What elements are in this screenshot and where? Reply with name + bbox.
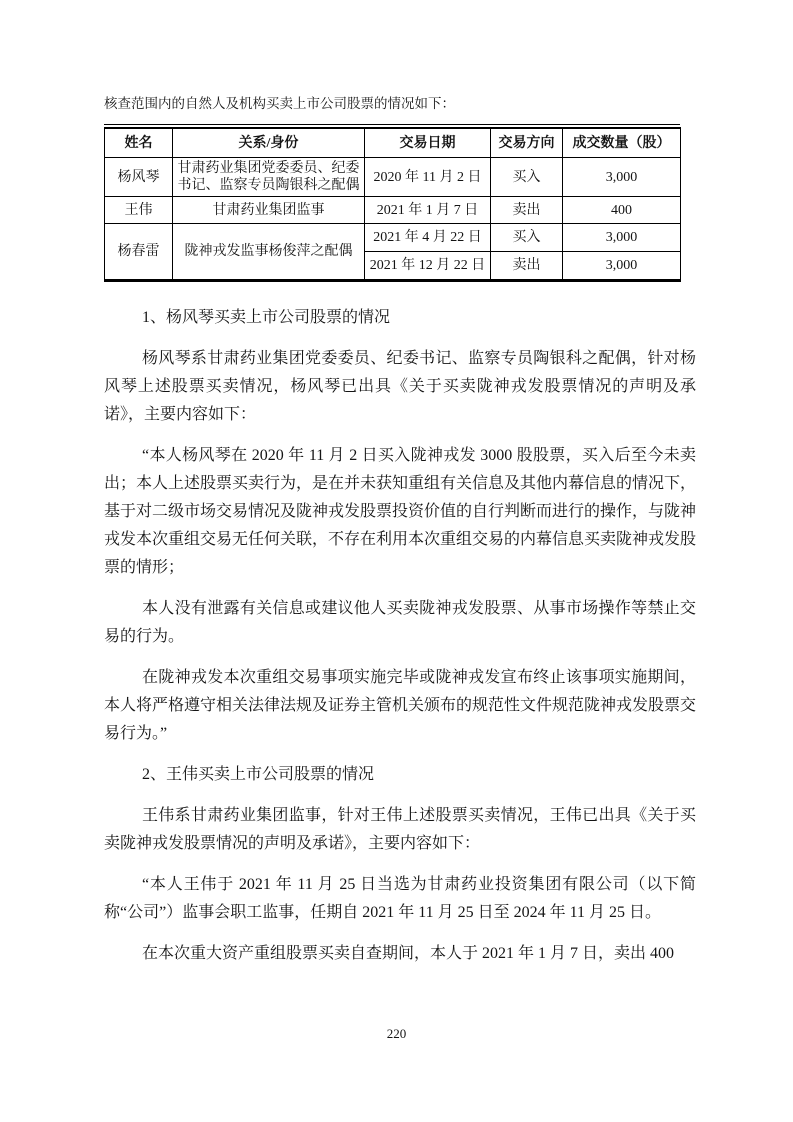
cell-name: 王伟	[105, 197, 173, 224]
cell-trade-direction: 买入	[491, 224, 563, 252]
cell-trade-date: 2021 年 1 月 7 日	[365, 197, 491, 224]
table-body	[105, 158, 681, 281]
header-name: 姓名	[105, 128, 173, 158]
cell-trade-date: 2021 年 12 月 22 日	[365, 252, 491, 281]
paragraph: 在本次重大资产重组股票买卖自查期间，本人于 2021 年 1 月 7 日，卖出 400	[142, 945, 675, 962]
section-yang-fengqin	[104, 304, 696, 748]
cell-name: 杨春雷	[105, 224, 173, 281]
section-heading: 1、杨风琴买卖上市公司股票的情况	[142, 309, 391, 326]
header-trade-direction: 交易方向	[491, 128, 563, 158]
section-heading: 2、王伟买卖上市公司股票的情况	[142, 766, 375, 783]
paragraph: 王伟系甘肃药业集团监事，针对王伟上述股票买卖情况，王伟已出具《关于买卖陇神戎发股票情况的声明及承诺》，主要内容如下：	[104, 807, 696, 852]
table-row	[105, 197, 681, 224]
paragraph: 杨风琴系甘肃药业集团党委委员、纪委书记、监察专员陶银科之配偶，针对杨风琴上述股票买卖情况，杨风琴已出具《关于买卖陇神戎发股票情况的声明及承诺》，主要内容如下：	[104, 350, 696, 423]
table-header	[105, 128, 681, 158]
paragraph: “本人杨风琴在 2020 年 11 月 2 日买入陇神戎发 3000 股股票，买入后至今未卖出；本人上述股票买卖行为，是在并未获知重组有关信息及其他内幕信息的情况下，基于对二级市场交易情况及陇神戎发股票投资价值的自行判断而进行的操作，与陇神戎发本次重组交易无任何关联，不存在利用本次重组交易的内幕信息买卖陇神戎发股票的情形；	[104, 447, 697, 576]
paragraph: 本人没有泄露有关信息或建议他人买卖陇神戎发股票、从事市场操作等禁止交易的行为。	[104, 600, 696, 645]
cell-quantity: 3,000	[563, 224, 681, 252]
cell-relation: 陇神戎发监事杨俊萍之配偶	[173, 224, 365, 281]
paragraph: 在陇神戎发本次重组交易事项实施完毕或陇神戎发宣布终止该事项实施期间，本人将严格遵守相关法律法规及证券主管机关颁布的规范性文件规范陇神戎发股票交易行为。”	[104, 669, 697, 742]
paragraph: “本人王伟于 2021 年 11 月 25 日当选为甘肃药业投资集团有限公司（以下简称“公司”）监事会职工监事，任期自 2021 年 11 月 25 日至 2024 年 11 月 25 日。	[104, 876, 696, 921]
header-trade-date: 交易日期	[365, 128, 491, 158]
page-number: 220	[386, 1026, 407, 1041]
cell-relation: 甘肃药业集团监事	[173, 197, 365, 224]
cell-trade-date: 2020 年 11 月 2 日	[365, 158, 491, 197]
cell-relation: 甘肃药业集团党委委员、纪委书记、监察专员陶银科之配偶	[173, 158, 365, 197]
page-content	[104, 95, 696, 981]
section-wang-wei	[104, 761, 696, 968]
share-trading-table	[104, 127, 681, 282]
cell-quantity: 3,000	[563, 252, 681, 281]
cell-trade-direction: 卖出	[491, 197, 563, 224]
intro-line: 核查范围内的自然人及机构买卖上市公司股票的情况如下：	[104, 96, 455, 111]
table-row	[105, 224, 681, 252]
share-trading-table-wrapper	[104, 124, 680, 282]
cell-trade-date: 2021 年 4 月 22 日	[365, 224, 491, 252]
cell-quantity: 3,000	[563, 158, 681, 197]
table-header-row	[105, 128, 681, 158]
cell-quantity: 400	[563, 197, 681, 224]
cell-name: 杨风琴	[105, 158, 173, 197]
header-relation: 关系/身份	[173, 128, 365, 158]
cell-trade-direction: 买入	[491, 158, 563, 197]
table-row	[105, 158, 681, 197]
header-quantity: 成交数量（股）	[563, 128, 681, 158]
cell-trade-direction: 卖出	[491, 252, 563, 281]
